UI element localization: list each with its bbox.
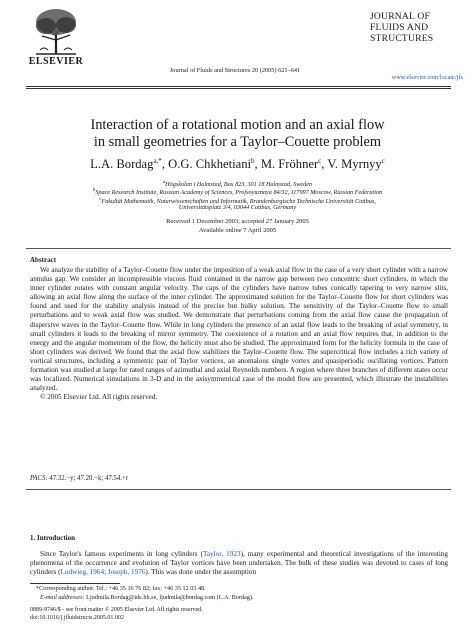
- header-divider: [26, 86, 451, 87]
- tree-icon: [28, 6, 84, 58]
- citation-link[interactable]: Joseph, 1976: [107, 568, 146, 577]
- email-addresses: Ljudmila.Bordag@ide.hh.se, ljudmila@bordag.com (L.A. Bordag).: [84, 594, 254, 601]
- issn-line: 0889-9746/$ - see front matter © 2005 Elsevier Ltd. All rights reserved.: [30, 607, 203, 613]
- header-divider: [26, 88, 451, 89]
- pacs-label: PACS:: [30, 475, 48, 482]
- journal-name-line: STRUCTURES: [370, 33, 434, 44]
- abstract-bottom-divider: [26, 489, 451, 490]
- abstract-paragraph: We analyze the stability of a Taylor–Couette flow under the imposition of a weak axial flow in the case of a very short cylinder with a narrow annulus gap. We consider an incompressible viscous fluid contained in the narrow gap between two concentric short cylinders, in which the inner cylinder rotates with constant angular velocity. The caps of the cylinders have narrow tubes conically tapering to very narrow slits, allowing an axial flow along the surface of the inner cylinder. The approximated solution for the Taylor–Couette flow for short cylinders was found and used for the stability analysis instead of the precise but bulky solution. The sensitivity of the Taylor–Couette flow to small perturbations and to weak axial flow was studied. We demonstrate that perturbations coming from the axial flow cause the propagation of dispersive waves in the Taylor–Couette flow. While in long cylinders the presence of an axial flow leads to the breaking of axial symmetry, in small cylinders it leads to the breaking of mirror symmetry. The coexistence of a rotation and an axial flow requires that, in addition to the energy and the angular momentum of the flow, the helicity must also be studied. The approximated form for the helicity formula in the case of short cylinders was derived. We found that the axial flow stabilizes the Taylor–Couette flow. The supercritical flow includes a rich variety of vortical structures, including a symmetric pair of Taylor vortices, an anomalous single vortex and quasiperiodic oscillating vortices. Pattern formation was studied at large for rated ranges of azimuthal and axial Reynolds numbers. A region where three branches of different states occur was localized. Numerical simulations in 3-D and in the axisymmetrical case of the model flow are presented, which illustrate the instabilities analyzed.: [30, 266, 448, 393]
- received-date: Received 1 December 2003; accepted 27 January 2005: [166, 218, 309, 225]
- journal-url-link[interactable]: www.elsevier.com/locate/jfs: [391, 74, 463, 81]
- copyright-notice: © 2005 Elsevier Ltd. All rights reserved.: [40, 393, 158, 402]
- citation-link[interactable]: Ludwieg, 1964: [60, 568, 105, 577]
- pacs-codes: [30, 475, 128, 482]
- abstract-heading: Abstract: [30, 256, 57, 264]
- section-heading: 1. Introduction: [30, 534, 75, 542]
- author-affiliation-mark: c: [381, 157, 385, 165]
- title-line: Interaction of a rotational motion and an axial flow: [90, 117, 385, 133]
- journal-citation: Journal of Fluids and Structures 20 (2005) 621–641: [169, 67, 301, 74]
- publisher-name: ELSEVIER: [28, 56, 84, 67]
- footnote-divider: [30, 583, 120, 584]
- article-title: [30, 117, 445, 151]
- pacs-values: 47.32.−y; 47.20.−k; 47.54.+r: [47, 475, 129, 482]
- affiliation: $^b$Space Research Institute, Russian Academy of Sciences, Profsoyuznaya 84/32, 117997 Moscow, Russian Federation: [92, 188, 383, 197]
- elsevier-logo: [28, 6, 84, 70]
- affiliation: $^c$Fakultät Mathematik, Naturwissenschaften und Informatik, Brandenburgische Technische Universität Cottbus,: [99, 197, 376, 206]
- journal-name-line: JOURNAL OF: [370, 11, 431, 22]
- affiliation: Universitätsplatz 3/4, 03044 Cottbus, Germany: [178, 204, 297, 211]
- email-label: E-mail addresses:: [40, 594, 85, 601]
- email-note: [30, 594, 448, 602]
- author-name: V. Myrnyy: [327, 157, 382, 172]
- author-affiliation-mark: b: [251, 157, 255, 165]
- corresponding-author-note: *Corresponding author. Tel.: +46 35 16 76 82; fax: +46 35 12 03 48.: [36, 585, 206, 592]
- author-affiliation-mark: c: [318, 157, 322, 165]
- journal-name: [370, 11, 450, 44]
- abstract-top-divider: [26, 248, 451, 249]
- doi-line: doi:10.1016/j.jfluidstructs.2005.01.002: [30, 615, 124, 621]
- journal-name-line: FLUIDS AND: [370, 22, 429, 33]
- citation-link[interactable]: Taylor, 1923: [203, 550, 241, 558]
- author-affiliation-mark: a,*: [153, 157, 162, 165]
- introduction-text: Since Taylor's famous experiments in long cylinders (Taylor, 1923), many experimental and theoretical investigations of the interesting phenomena of the occurrence and evolution of Taylor vortices have been undertaken. The bulk of these studies was devoted to cases of long cylinders (Ludwieg, 1964; Joseph, 1976). This was done under the assumption: [30, 550, 449, 577]
- author-list: L.A. Bordag$^{a,*}$, O.G. Chkhetiani$^b$, M. Fröhner$^c$, V. Myrnyy$^c$: [90, 157, 385, 172]
- author-name: O.G. Chkhetiani: [168, 157, 252, 172]
- abstract-text: [30, 266, 448, 402]
- author-name: L.A. Bordag: [90, 157, 154, 172]
- available-date: Available online 7 April 2005: [198, 227, 277, 234]
- author-name: M. Fröhner: [260, 157, 319, 172]
- title-line: in small geometries for a Taylor–Couette problem: [93, 134, 382, 150]
- affiliation: $^a$Högskolan i Halmstad, Box 823, 301 18 Halmstad, Sweden: [162, 180, 313, 189]
